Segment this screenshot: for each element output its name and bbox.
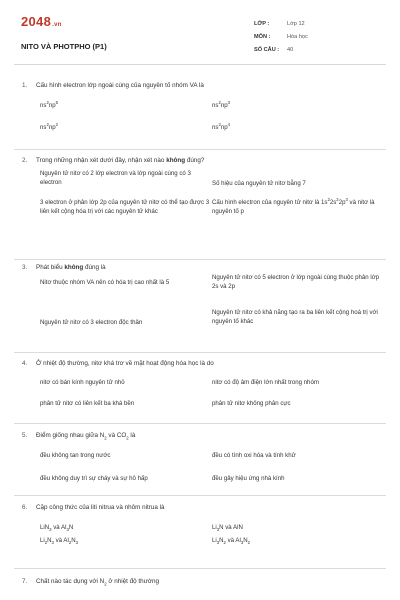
question-text: Ở nhiệt độ thường, nitơ khá trơ về mặt hoạt động hóa học là do (36, 360, 214, 367)
answer-option[interactable]: đều không duy trì sự cháy và sự hô hấp (40, 475, 148, 482)
question-number: 5. (22, 432, 28, 439)
answer-option[interactable]: phân tử nitơ không phân cực (212, 400, 291, 407)
answer-option[interactable]: đều có tính oxi hóa và tính khử (212, 452, 296, 459)
answer-option[interactable]: phân tử nitơ có liên kết ba khá bền (40, 400, 135, 407)
worksheet-header (14, 10, 386, 65)
worksheet-title: NITO VÀ PHOTPHO (P1) (21, 42, 107, 51)
answer-option[interactable]: Nguyên tử nitơ có khả năng tạo ra ba liên kết cộng hoá trị với nguyên tố khác (212, 309, 378, 326)
question-number: 6. (22, 504, 28, 511)
answer-option[interactable]: LiN$_3$ và $Al_3N$ (40, 524, 74, 533)
question-divider (14, 352, 386, 353)
answer-option[interactable]: Nguyên tử nitơ có 3 electron độc thân (40, 319, 143, 326)
question-text: Phát biểu không đúng là (36, 264, 106, 271)
question-divider (14, 568, 386, 569)
question-number: 3. (22, 264, 28, 271)
question-text: Chất nào tác dụng với $N_2$ ở nhiệt độ thường (36, 578, 159, 587)
question-number: 7. (22, 578, 28, 585)
answer-option[interactable]: Cấu hình electron của nguyên tử nitơ là $1s^22s^22p^3$ và nitơ là nguyên tố p (212, 196, 375, 216)
class-label: LỚP : (254, 20, 270, 27)
subject-label: MÔN : (254, 33, 271, 40)
subject-value: Hóa học (287, 33, 308, 40)
question-count-value: 40 (287, 46, 294, 53)
answer-option[interactable]: $ns^2np^4$ (212, 121, 230, 131)
answer-option[interactable]: Nguyên tử nitơ có 2 lớp electron và lớp ngoài cùng có 3 electron (40, 170, 191, 187)
answer-option[interactable]: $Li_3N$ và AlN (212, 524, 243, 533)
answer-option[interactable]: Số hiệu của nguyên tử nitơ bằng 7 (212, 180, 306, 187)
question-text: Cặp công thức của liti nitrua và nhôm nitrua là (36, 504, 165, 511)
question-divider (14, 259, 386, 260)
answer-option[interactable]: nitơ có độ âm điện lớn nhất trong nhóm (212, 379, 319, 386)
answer-option[interactable]: $ns^2np^5$ (40, 99, 58, 109)
answer-option[interactable]: $ns^2np^2$ (40, 121, 58, 131)
answer-option[interactable]: Nitơ thuộc nhóm VA nên có hóa trị cao nhất là 5 (40, 279, 170, 286)
answer-option[interactable]: $Li_2N_3$ và $Al_2N_3$ (40, 537, 79, 546)
question-divider (14, 149, 386, 150)
answer-option[interactable]: đều không tan trong nước (40, 452, 111, 459)
answer-option[interactable]: Nguyên tử nitơ có 5 electron ở lớp ngoài cùng thuộc phân lớp 2s và 2p (212, 274, 380, 291)
answer-option[interactable]: nitơ có bán kính nguyên tử nhỏ (40, 379, 125, 386)
site-logo[interactable]: 2048.vn (21, 14, 62, 29)
worksheet-meta (254, 17, 308, 56)
question-divider (14, 495, 386, 496)
question-count-label: SỐ CÂU : (254, 46, 280, 53)
answer-option[interactable]: 3 electron ở phân lớp 2p của nguyên tử nitơ có thể tạo được 3 liên kết cộng hóa trị với các nguyên tử khác (40, 199, 210, 216)
question-text: Trong những nhận xét dưới đây, nhận xét nào không đúng? (36, 157, 205, 164)
question-number: 2. (22, 157, 28, 164)
question-number: 1. (22, 82, 28, 89)
class-value: Lớp 12 (287, 20, 305, 27)
answer-option[interactable]: $Li_3N_2$ và $Al_3N_2$ (212, 537, 251, 546)
question-number: 4. (22, 360, 28, 367)
answer-option[interactable]: $ns^2np^3$ (212, 99, 230, 109)
question-text: Điểm giống nhau giữa $N_2$ và $CO_2$ là (36, 432, 136, 441)
question-text: Cấu hình electron lớp ngoài cùng của nguyên tố nhóm VA là (36, 82, 204, 89)
answer-option[interactable]: đều gây hiệu ứng nhà kính (212, 475, 285, 482)
question-divider (14, 423, 386, 424)
